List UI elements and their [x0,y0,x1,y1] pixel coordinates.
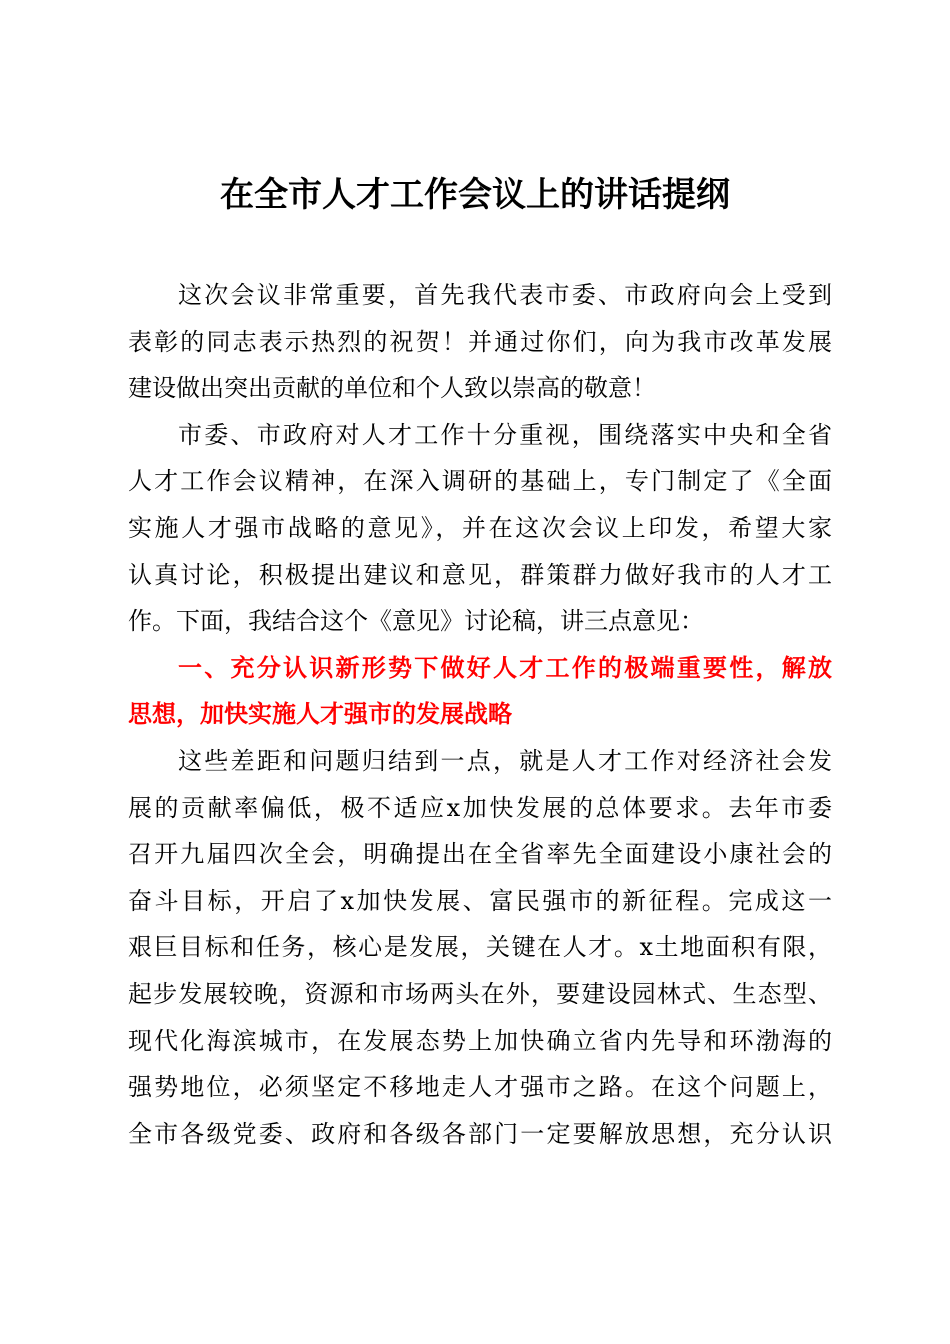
paragraph-2-line-2: 人才工作会议精神，在深入调研的基础上，专门制定了《全面 [128,467,832,496]
section-heading-line-2: 思想，加快实施人才强市的发展战略 [128,700,512,729]
paragraph-2-line-5: 作。下面，我结合这个《意见》讨论稿，讲三点意见： [128,607,704,636]
paragraph-3-line-4: 奋斗目标，开启了x加快发展、富民强市的新征程。完成这一 [128,886,832,915]
paragraph-2-line-1: 市委、市政府对人才工作十分重视，围绕落实中央和全省 [178,420,832,449]
paragraph-2-line-3: 实施人才强市战略的意见》，并在这次会议上印发，希望大家 [128,513,832,542]
paragraph-1-line-1: 这次会议非常重要，首先我代表市委、市政府向会上受到 [178,281,832,309]
paragraph-2-line-4: 认真讨论，积极提出建议和意见，群策群力做好我市的人才工 [128,560,832,589]
paragraph-3-line-9: 全市各级党委、政府和各级各部门一定要解放思想，充分认识 [128,1119,832,1148]
document-body [128,272,832,1157]
paragraph-1-line-3: 建设做出突出贡献的单位和个人致以崇高的敬意！ [128,374,656,403]
paragraph-3-line-1: 这些差距和问题归结到一点，就是人才工作对经济社会发 [178,746,832,775]
paragraph-3-line-3: 召开九届四次全会，明确提出在全省率先全面建设小康社会的 [128,840,832,869]
paragraph-3-line-8: 强势地位，必须坚定不移地走人才强市之路。在这个问题上， [128,1073,832,1102]
document-title: 在全市人才工作会议上的讲话提纲 [220,175,730,215]
section-heading-line-1: 一、充分认识新形势下做好人才工作的极端重要性，解放 [178,653,832,682]
paragraph-3-line-6: 起步发展较晚，资源和市场两头在外，要建设园林式、生态型、 [128,979,832,1008]
paragraph-3-line-2: 展的贡献率偏低，极不适应x加快发展的总体要求。去年市委 [128,793,832,822]
paragraph-3-line-5: 艰巨目标和任务，核心是发展，关键在人才。x土地面积有限， [128,933,832,962]
paragraph-3-line-7: 现代化海滨城市，在发展态势上加快确立省内先导和环渤海的 [128,1026,832,1055]
paragraph-1-line-2: 表彰的同志表示热烈的祝贺！并通过你们，向为我市改革发展 [128,327,832,356]
